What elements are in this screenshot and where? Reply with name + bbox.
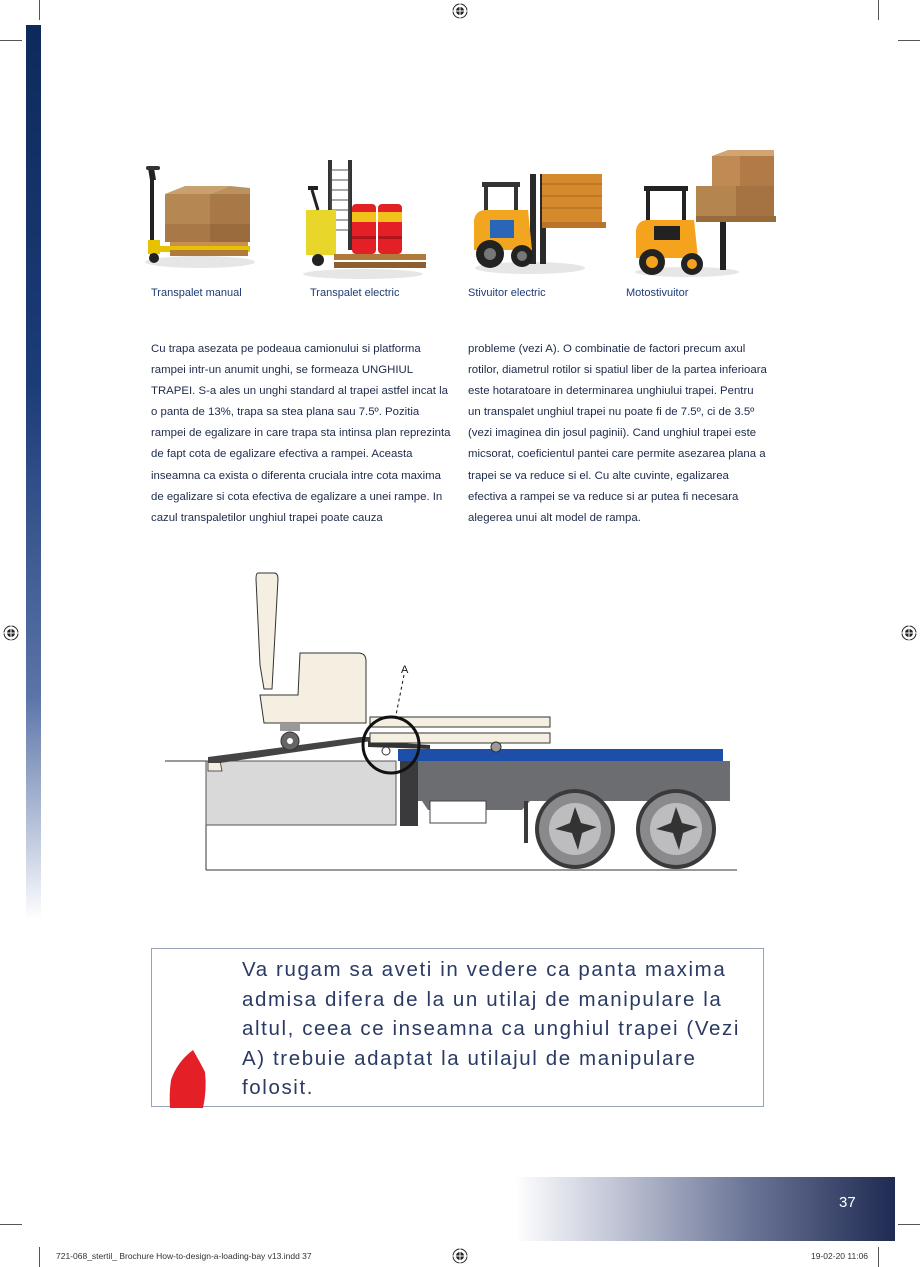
decorative-sidebar: [26, 25, 41, 920]
body-text-column-2: [468, 339, 768, 529]
electric-forklift-icon: [470, 150, 610, 285]
body-paragraph-2: probleme (vezi A). O combinatie de factori precum axul rotilor, diametrul rotilor si spatiul liber de la partea inferioara este hotaratoare in determinarea unghiului trapei. Pentru un transpalet unghiul trapei nu poate fi de 7.5º, ci de 3.5º (vezi imaginea din josul paginii). Cand unghiul trapei este micsorat, coeficientul pantei care permite asezarea plana a trapei se va reduce si el. Cu alte cuvinte, egalizarea efectiva a rampei se va reduce si ar putea fi necesara alegerea unui alt model de rampa.: [468, 343, 767, 524]
loading-bay-diagram: [160, 565, 760, 875]
caption-diesel-forklift: Motostivuitor: [626, 287, 689, 299]
footer-file-name: 721-068_stertil_ Brochure How-to-design-a-loading-bay v13.indd 37: [56, 1251, 312, 1261]
note-text: Va rugam sa aveti in vedere ca panta maxima admisa difera de la un utilaj de manipulare la altul, ceea ce inseamna ca unghiul trapei (Vezi A) trebuie adaptat la utilajul de manipulare folosit.: [242, 958, 740, 1100]
crop-mark: [39, 1247, 40, 1267]
crop-mark: [878, 1247, 879, 1267]
page-number: 37: [839, 1194, 856, 1211]
dock-pit: [206, 761, 396, 825]
crop-mark: [898, 40, 920, 41]
crop-mark: [898, 1224, 920, 1225]
diagram-label-a: A: [401, 664, 409, 676]
registration-mark-icon: [452, 3, 468, 19]
body-text-column-1: [151, 339, 451, 529]
page-number-bar: [515, 1177, 895, 1241]
caption-hand-pallet-truck: Transpalet manual: [151, 287, 242, 299]
registration-mark-icon: [3, 625, 19, 641]
registration-mark-icon: [452, 1248, 468, 1264]
hand-pallet-truck-icon: [140, 150, 255, 285]
caption-electric-forklift: Stivuitor electric: [468, 287, 546, 299]
footer-date: 19-02-20 11:06: [811, 1251, 869, 1261]
diesel-forklift-icon: [632, 150, 782, 285]
registration-mark-icon: [901, 625, 917, 641]
crop-mark: [0, 40, 22, 41]
body-paragraph-1: Cu trapa asezata pe podeaua camionului si platforma rampei intr-un anumit unghi, se formeaza UNGHIUL TRAPEI. S-a ales un unghi standard al trapei astfel incat la o panta de 13%, trapa sa stea plana sau 7.5º. Pozitia rampei de egalizare in care trapa sta intinsa plan reprezinta de fapt cota de egalizare efectiva a rampei. Aceasta inseamna ca exista o diferenta cruciala intre cota maxima de egalizare si cota efectiva de egalizare a unei rampe. In cazul transpaletilor unghiul trapei poate cauza: [151, 343, 451, 524]
crop-mark: [39, 0, 40, 20]
trailer-wheel: [636, 789, 716, 869]
electric-pallet-truck-icon: [298, 150, 428, 285]
caption-electric-pallet-truck: Transpalet electric: [310, 287, 400, 299]
red-accent-shape: [167, 1050, 207, 1108]
trailer-wheel: [535, 789, 615, 869]
trailer-deck: [398, 749, 723, 761]
crop-mark: [0, 1224, 22, 1225]
crop-mark: [878, 0, 879, 20]
